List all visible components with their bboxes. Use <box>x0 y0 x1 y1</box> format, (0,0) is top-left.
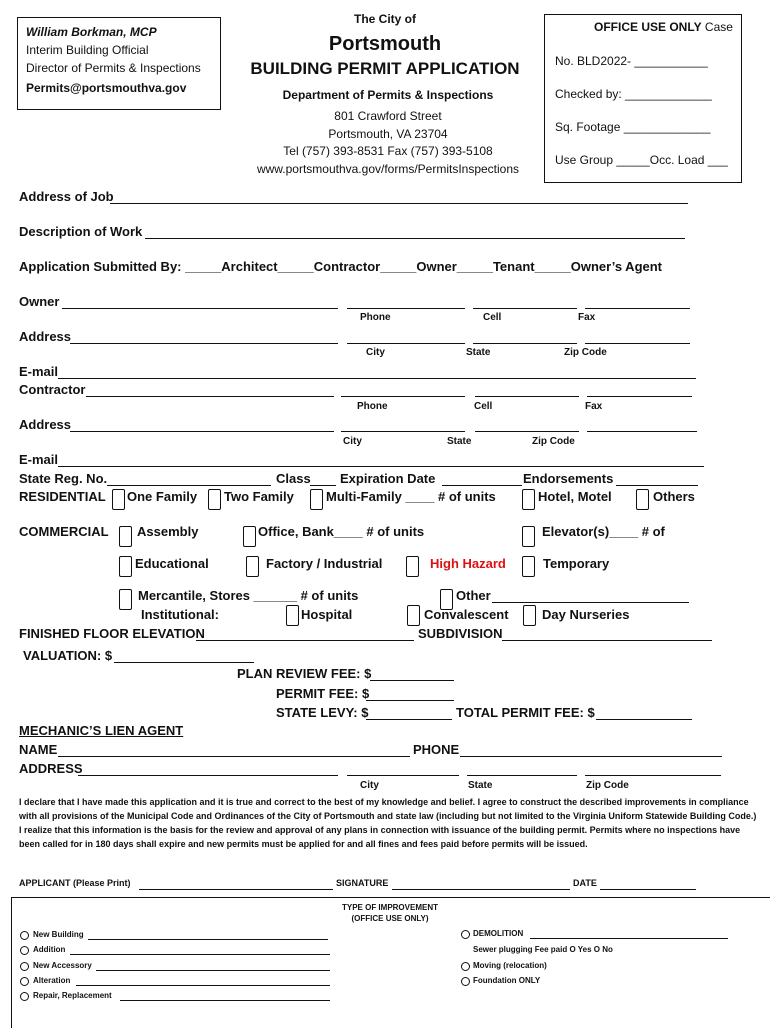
contractor-state-line[interactable] <box>475 431 579 432</box>
subdivision-label: SUBDIVISION <box>418 626 503 641</box>
factory-checkbox[interactable] <box>246 556 259 577</box>
lien-name-label: NAME <box>19 742 58 757</box>
office-bank-label: Office, Bank____ # of units <box>258 524 425 539</box>
class-line[interactable] <box>310 485 336 486</box>
hospital-label: Hospital <box>301 607 353 622</box>
addition-line[interactable] <box>70 954 330 955</box>
alteration-radio[interactable] <box>20 977 29 986</box>
owner-line[interactable] <box>62 308 338 309</box>
addition-radio[interactable] <box>20 946 29 955</box>
temporary-label: Temporary <box>543 556 610 571</box>
others-label: Others <box>653 489 695 504</box>
contractor-cell-caption: Cell <box>474 401 493 412</box>
mercantile-checkbox[interactable] <box>119 589 132 610</box>
multi-family-label: Multi-Family ____ # of units <box>326 489 496 504</box>
owner-label: Owner <box>19 294 60 309</box>
permit-fee-line[interactable] <box>366 700 454 701</box>
street: 801 Crawford Street <box>334 109 442 123</box>
owner-phone-line[interactable] <box>347 308 465 309</box>
assembly-checkbox[interactable] <box>119 526 132 547</box>
state-reg-label: State Reg. No. <box>19 471 108 486</box>
state-levy-label: STATE LEVY: $ <box>276 705 369 720</box>
new-accessory-line[interactable] <box>96 970 330 971</box>
city-name: Portsmouth <box>328 33 442 55</box>
foundation-label: Foundation ONLY <box>473 976 541 985</box>
alteration-label: Alteration <box>33 976 71 985</box>
declaration-text: I declare that I have made this application and it is true and correct to the best of my knowledge and belief. I agree to construct the described improvements in compliance with all provisions of the Municipal Code and Ordinances of the City of Portsmouth and state law (including but not limited to the Virginia Uniform Statewide Building Code.) I realize that this information is the basis for the review and approval of any plans in connection with issuance of the building permit. Permits where no inspections have been called for in 180 days shall expire and new permits must be applied for and all fines and fees paid before permits will be issued. <box>19 797 757 849</box>
office-bank-checkbox[interactable] <box>243 526 256 547</box>
address-of-job-line[interactable] <box>110 203 688 204</box>
address-of-job-label: Address of Job <box>19 189 114 204</box>
hotel-motel-checkbox[interactable] <box>522 489 535 510</box>
date-label: DATE <box>573 878 597 888</box>
lien-city-line[interactable] <box>347 775 459 776</box>
signature-label: SIGNATURE <box>336 878 389 888</box>
official-dept: Director of Permits & Inspections <box>26 61 201 75</box>
floor-elevation-label: FINISHED FLOOR ELEVATION <box>19 626 205 641</box>
day-nurseries-label: Day Nurseries <box>542 607 630 622</box>
elevator-checkbox[interactable] <box>522 526 535 547</box>
contractor-phone-caption: Phone <box>357 401 388 412</box>
alteration-line[interactable] <box>76 985 330 986</box>
owner-city-caption: City <box>366 347 385 358</box>
expiration-label: Expiration Date <box>340 471 436 486</box>
contractor-email-line[interactable] <box>58 466 704 467</box>
hotel-motel-label: Hotel, Motel <box>538 489 612 504</box>
owner-email-label: E-mail <box>19 364 59 379</box>
improvement-subtitle: (OFFICE USE ONLY) <box>351 914 429 923</box>
contractor-fax-caption: Fax <box>585 401 603 412</box>
form-title: BUILDING PERMIT APPLICATION <box>250 59 520 78</box>
office-use-title: OFFICE USE ONLY Case <box>594 20 733 34</box>
owner-state-line[interactable] <box>473 343 577 344</box>
owner-fax-line[interactable] <box>585 308 690 309</box>
temporary-checkbox[interactable] <box>522 556 535 577</box>
permit-fee-label: PERMIT FEE: $ <box>276 686 370 701</box>
class-label: Class <box>276 471 311 486</box>
lien-zip-caption: Zip Code <box>586 780 629 791</box>
city-state: Portsmouth, VA 23704 <box>328 127 448 141</box>
contractor-address-line[interactable] <box>70 431 334 432</box>
hospital-checkbox[interactable] <box>286 605 299 626</box>
valuation-label: VALUATION: $ <box>23 648 113 663</box>
square-footage: Sq. Footage _____________ <box>555 120 711 134</box>
floor-elevation-line[interactable] <box>196 640 414 641</box>
day-nurseries-checkbox[interactable] <box>523 605 536 626</box>
city-of: The City of <box>354 12 416 26</box>
lien-address-label: ADDRESS <box>19 761 83 776</box>
contractor-zip-line[interactable] <box>587 431 697 432</box>
owner-zip-caption: Zip Code <box>564 347 607 358</box>
expiration-line[interactable] <box>442 485 522 486</box>
lien-state-caption: State <box>468 780 493 791</box>
owner-phone-caption: Phone <box>360 312 391 323</box>
state-reg-line[interactable] <box>107 485 271 486</box>
contractor-line[interactable] <box>86 396 334 397</box>
elevator-label: Elevator(s)____ # of <box>542 524 665 539</box>
total-fee-label: TOTAL PERMIT FEE: $ <box>456 705 595 720</box>
mercantile-label: Mercantile, Stores ______ # of units <box>138 588 359 603</box>
lien-zip-line[interactable] <box>585 775 721 776</box>
foundation-radio[interactable] <box>461 977 470 986</box>
endorsements-line[interactable] <box>616 485 698 486</box>
high-hazard-label: High Hazard <box>430 556 506 571</box>
official-title: Interim Building Official <box>26 43 149 57</box>
department: Department of Permits & Inspections <box>282 88 494 102</box>
moving-label: Moving (relocation) <box>473 961 547 970</box>
lien-agent-title: MECHANIC’S LIEN AGENT <box>19 723 184 738</box>
lien-phone-label: PHONE <box>413 742 460 757</box>
owner-zip-line[interactable] <box>585 343 690 344</box>
official-email[interactable]: Permits@portsmouthva.gov <box>26 81 187 95</box>
educational-checkbox[interactable] <box>119 556 132 577</box>
lien-name-line[interactable] <box>58 756 410 757</box>
demolition-label: DEMOLITION <box>473 929 524 938</box>
contractor-zip-caption: Zip Code <box>532 436 575 447</box>
new-accessory-radio[interactable] <box>20 962 29 971</box>
endorsements-label: Endorsements <box>523 471 614 486</box>
state-levy-line[interactable] <box>366 719 452 720</box>
new-building-line[interactable] <box>88 939 328 940</box>
owner-fax-caption: Fax <box>578 312 596 323</box>
owner-cell-line[interactable] <box>473 308 577 309</box>
description-label: Description of Work <box>19 224 143 239</box>
signature-line[interactable] <box>392 889 570 890</box>
one-family-checkbox[interactable] <box>112 489 125 510</box>
new-building-label: New Building <box>33 930 84 939</box>
lien-city-caption: City <box>360 780 379 791</box>
contractor-email-label: E-mail <box>19 452 59 467</box>
contractor-phone-line[interactable] <box>341 396 465 397</box>
institutional-label: Institutional: <box>141 607 219 622</box>
contractor-city-line[interactable] <box>341 431 465 432</box>
others-checkbox[interactable] <box>636 489 649 510</box>
repair-radio[interactable] <box>20 992 29 1001</box>
two-family-checkbox[interactable] <box>208 489 221 510</box>
lien-state-line[interactable] <box>467 775 577 776</box>
convalescent-checkbox[interactable] <box>407 605 420 626</box>
contractor-city-caption: City <box>343 436 362 447</box>
official-name: William Borkman, MCP <box>26 25 157 39</box>
assembly-label: Assembly <box>137 524 199 539</box>
repair-line[interactable] <box>120 1000 330 1001</box>
factory-label: Factory / Industrial <box>266 556 383 571</box>
owner-cell-caption: Cell <box>483 312 502 323</box>
applicant-label: APPLICANT (Please Print) <box>19 878 131 888</box>
plan-review-label: PLAN REVIEW FEE: $ <box>237 666 372 681</box>
applicant-line[interactable] <box>139 889 333 890</box>
owner-address-line[interactable] <box>70 343 338 344</box>
other-label: Other <box>456 588 491 603</box>
moving-radio[interactable] <box>461 962 470 971</box>
lien-address-line[interactable] <box>78 775 338 776</box>
case-number: No. BLD2022- ___________ <box>555 54 708 68</box>
residential-label: RESIDENTIAL <box>19 489 106 504</box>
contractor-address-label: Address <box>19 417 72 432</box>
lien-phone-line[interactable] <box>460 756 722 757</box>
improvement-title: TYPE OF IMPROVEMENT <box>341 903 438 912</box>
owner-city-line[interactable] <box>347 343 465 344</box>
new-accessory-label: New Accessory <box>33 961 92 970</box>
educational-label: Educational <box>135 556 209 571</box>
contractor-state-caption: State <box>447 436 472 447</box>
multi-family-checkbox[interactable] <box>310 489 323 510</box>
use-group: Use Group _____Occ. Load ___ <box>555 153 728 167</box>
phone-fax: Tel (757) 393-8531 Fax (757) 393-5108 <box>283 144 493 158</box>
addition-label: Addition <box>33 945 66 954</box>
one-family-label: One Family <box>127 489 198 504</box>
other-line[interactable] <box>492 602 689 603</box>
contractor-cell-line[interactable] <box>475 396 579 397</box>
owner-email-line[interactable] <box>58 378 696 379</box>
checked-by: Checked by: _____________ <box>555 87 712 101</box>
owner-state-caption: State <box>466 347 491 358</box>
convalescent-label: Convalescent <box>424 607 509 622</box>
owner-address-label: Address <box>19 329 72 344</box>
commercial-label: COMMERCIAL <box>19 524 109 539</box>
demolition-radio[interactable] <box>461 930 470 939</box>
total-fee-line[interactable] <box>596 719 692 720</box>
submitted-by[interactable]: Application Submitted By: _____Architect_____Contractor_____Owner_____Tenant_____Owner’s Agent <box>19 259 663 274</box>
high-hazard-checkbox[interactable] <box>406 556 419 577</box>
demolition-line[interactable] <box>530 938 728 939</box>
new-building-radio[interactable] <box>20 931 29 940</box>
repair-label: Repair, Replacement <box>33 991 112 1000</box>
contractor-label: Contractor <box>19 382 86 397</box>
website[interactable]: www.portsmouthva.gov/forms/PermitsInspections <box>256 162 520 176</box>
description-line[interactable] <box>145 238 685 239</box>
sewer-plugging[interactable]: Sewer plugging Fee paid O Yes O No <box>473 945 613 954</box>
plan-review-line[interactable] <box>370 680 454 681</box>
two-family-label: Two Family <box>224 489 294 504</box>
subdivision-line[interactable] <box>502 640 712 641</box>
date-line[interactable] <box>600 889 696 890</box>
valuation-line[interactable] <box>114 662 254 663</box>
contractor-fax-line[interactable] <box>587 396 692 397</box>
